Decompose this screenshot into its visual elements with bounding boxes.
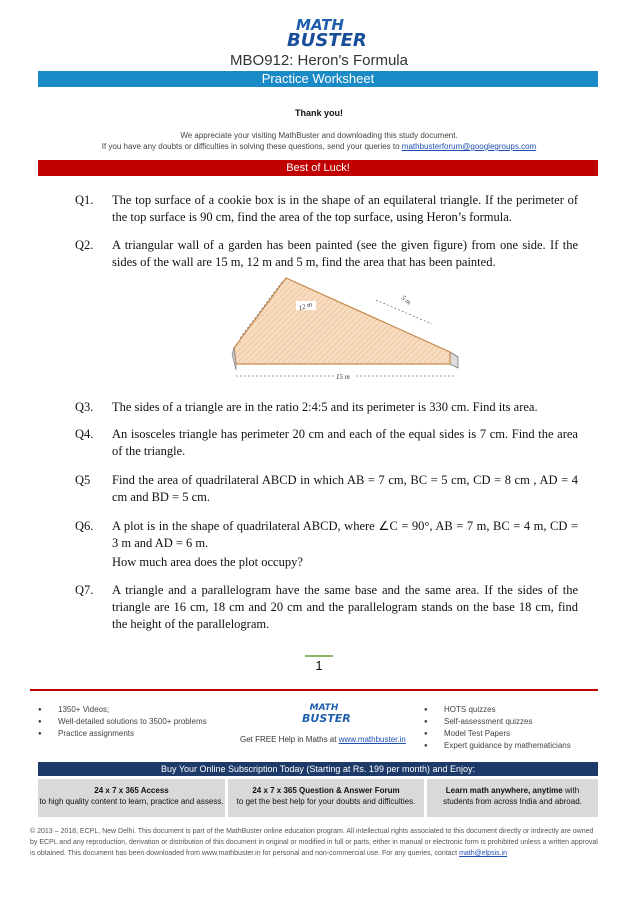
mathbuster-website-link[interactable]: www.mathbuster.in <box>338 735 406 744</box>
feature-item: ● 1350+ Videos; <box>38 704 207 716</box>
feature-item: ● HOTS quizzes <box>424 704 571 716</box>
best-of-luck-bar: Best of Luck! <box>38 160 598 176</box>
question-number: Q2. <box>75 238 94 252</box>
thank-you-text: Thank you! <box>294 108 343 118</box>
label-5m: 5 m <box>399 293 413 307</box>
doubts-message: If you have any doubts or difficulties in solving these questions, send your queries to <box>101 142 402 151</box>
question-text: A triangle and a parallelogram have the same base and the same area. If the sides of the triangle are 16 cm, 18 cm and 20 cm and the parallelogram stands on the base 18 cm, find the height of the parallelogram. <box>112 583 578 631</box>
question-number: Q5 <box>75 473 91 487</box>
feature-item: ● Well-detailed solutions to 3500+ problems <box>38 716 207 728</box>
access-box <box>38 779 225 817</box>
question-text: Find the area of quadrilateral ABCD in which AB = 7 cm, BC = 5 cm, CD = 8 cm , AD = 4 cm and BD = 5 cm. <box>112 473 578 504</box>
question-extra-text: How much area does the plot occupy? <box>112 555 303 569</box>
footer-logo <box>302 703 351 727</box>
dimension-5m <box>376 300 432 324</box>
access-box-text: to high quality content to learn, practice and assess. <box>39 797 224 806</box>
question-text: The top surface of a cookie box is in the shape of an equilateral triangle. If the perimeter of the top surface is 90 cm, find the area of the top surface, using Heron’s formula. <box>112 193 578 224</box>
label-15m: 15 m <box>336 373 350 381</box>
page-number: 1 <box>315 658 323 673</box>
mathbuster-logo <box>287 16 367 52</box>
logo-line2: BUSTER <box>287 30 367 51</box>
footer-features-left <box>38 704 207 740</box>
question-text: A triangular wall of a garden has been painted (see the given figure) from one side. If the sides of the wall are 15 m, 12 m and 5 m, find the area that has been painted. <box>112 238 578 269</box>
copyright-text: © 2013 – 2018, ECPL, New Delhi. This document is part of the MathBuster online education program. All intellectual rights associated to this document directly or indirectly are owned by ECPL and any reproduction, derivation or distribution of this document in original or modified in full or parts, either in manual or electronic form is prohibited unless a written approval is obtained. This document has been downloaded from www.mathbuster.in for personal and non-commercial use. For any queries, contact <box>30 828 598 857</box>
forum-box <box>228 779 424 817</box>
logo-line1: MATH <box>296 16 344 34</box>
wall-right-face <box>450 352 458 368</box>
feature-item: ● Model Test Papers <box>424 728 571 740</box>
appreciate-text: We appreciate your visiting MathBuster and downloading this study document. <box>180 131 458 140</box>
question-text: An isosceles triangle has perimeter 20 cm and each of the equal sides is 7 cm. Find the area of the triangle. <box>112 427 578 458</box>
anywhere-box-title <box>427 786 598 795</box>
anywhere-box <box>427 779 598 817</box>
feature-item: ● Self-assessment quizzes <box>424 716 571 728</box>
footer-features-right <box>424 704 571 752</box>
free-help-message: Get FREE Help in Maths at <box>240 735 339 744</box>
label-12m: 12 m <box>297 300 314 313</box>
footer-logo-line1: MATH <box>309 703 339 713</box>
feature-item: ● Practice assignments <box>38 728 207 740</box>
doubts-text <box>0 142 638 151</box>
question-number: Q7. <box>75 583 94 597</box>
copyright-notice <box>30 826 602 859</box>
anywhere-title-bold: Learn math anywhere, anytime <box>445 786 563 795</box>
forum-box-title: 24 x 7 x 365 Question & Answer Forum <box>252 786 400 795</box>
painted-face <box>234 278 450 364</box>
access-box-title: 24 x 7 x 365 Access <box>94 786 169 795</box>
anywhere-box-text: students from across India and abroad. <box>443 797 582 806</box>
question-text: The sides of a triangle are in the ratio 2:4:5 and its perimeter is 330 cm. Find its area. <box>112 400 538 414</box>
question-number: Q1. <box>75 193 94 207</box>
free-help-text <box>240 735 406 744</box>
feature-item: ● Expert guidance by mathematicians <box>424 740 571 752</box>
contact-email-link[interactable]: math@elpsis.in <box>459 850 508 857</box>
forum-box-text: to get the best help for your doubts and difficulties. <box>236 797 416 806</box>
anywhere-title-tail: with <box>562 786 580 795</box>
question-number: Q6. <box>75 519 94 533</box>
question-number: Q4. <box>75 427 94 441</box>
forum-email-link[interactable]: mathbusterforum@googlegroups.com <box>401 142 537 151</box>
footer-logo-line2: BUSTER <box>302 712 351 725</box>
document-title: MBO912: Heron's Formula <box>230 52 408 69</box>
question-number: Q3. <box>75 400 94 414</box>
page-number-divider <box>305 655 333 657</box>
triangle-wall-figure <box>226 272 462 382</box>
subscription-bar: Buy Your Online Subscription Today (Starting at Rs. 199 per month) and Enjoy: <box>38 762 598 776</box>
worksheet-title-bar: Practice Worksheet <box>38 71 598 87</box>
question-text: A plot is in the shape of quadrilateral ABCD, where ∠C = 90°, AB = 7 m, BC = 4 m, CD = 3 m and AD = 6 m. <box>112 519 578 550</box>
footer-divider <box>30 689 598 691</box>
